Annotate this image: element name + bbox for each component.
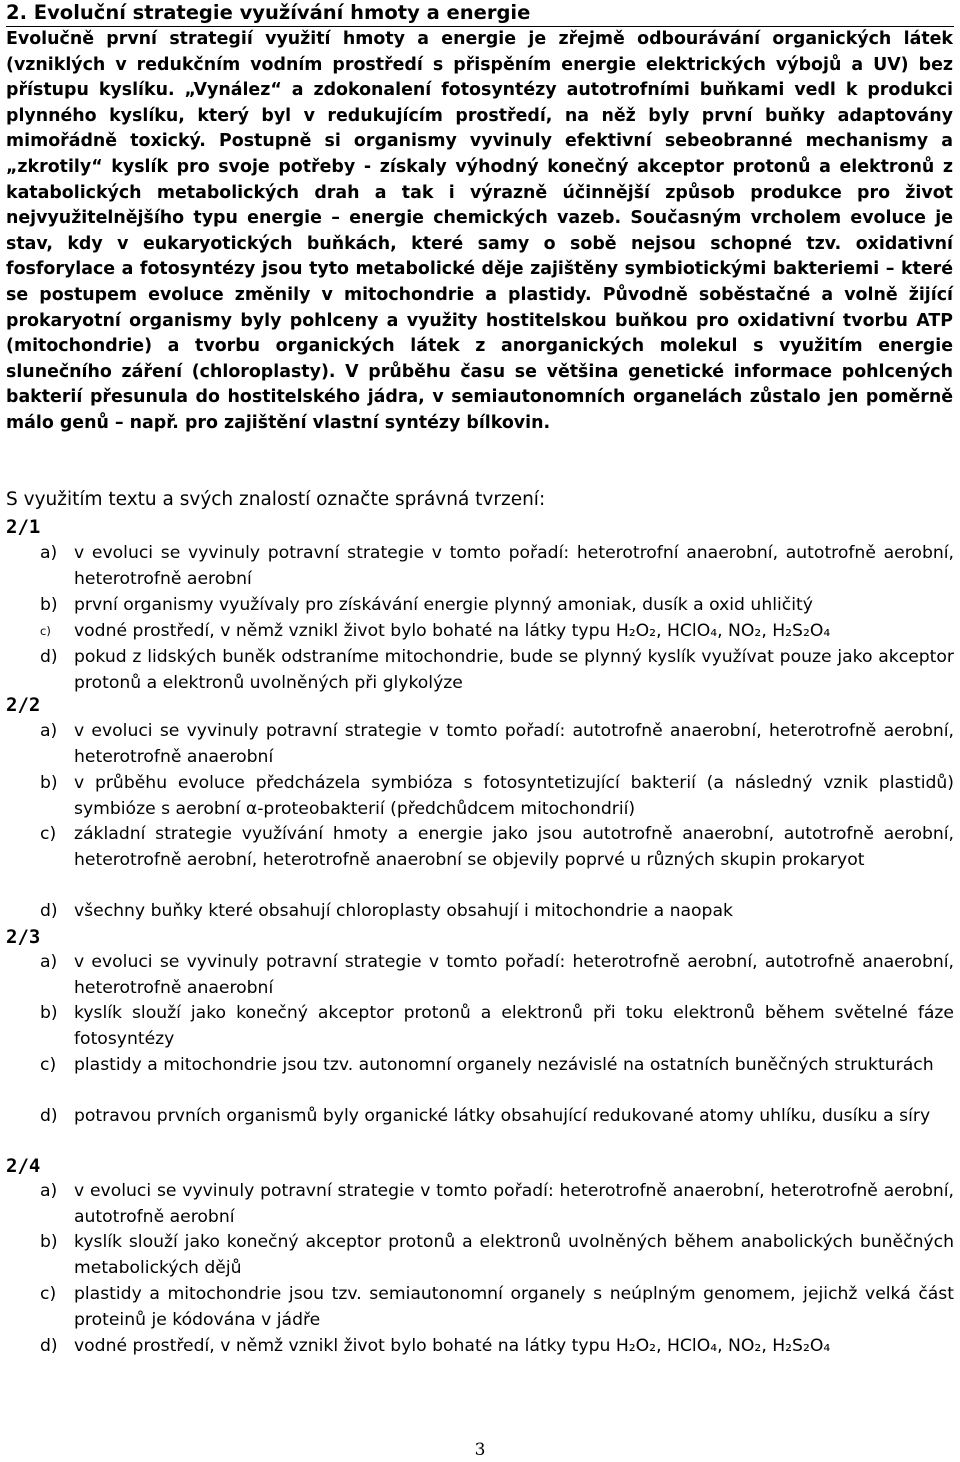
question-label-2-4: 2/4 — [6, 1155, 41, 1177]
option-text: potravou prvních organismů byly organické látky obsahující redukované atomy uhlíku, dusíku a síry — [74, 1106, 931, 1126]
option-letter: c) — [40, 824, 57, 844]
option-2-3-d[interactable] — [6, 1103, 954, 1129]
option-2-1-a[interactable] — [6, 540, 954, 592]
option-2-4-d[interactable] — [6, 1333, 954, 1359]
option-letter: a) — [40, 952, 58, 972]
option-2-2-b[interactable] — [6, 770, 954, 822]
option-2-2-a[interactable] — [6, 718, 954, 770]
task-instruction: S využitím textu a svých znalostí označte správná tvrzení: — [6, 489, 546, 510]
option-2-2-c[interactable] — [6, 821, 954, 873]
section-heading: 2. Evoluční strategie využívání hmoty a energie — [6, 1, 531, 24]
option-letter: a) — [40, 1181, 58, 1201]
option-2-3-a[interactable] — [6, 949, 954, 1001]
option-text: vodné prostředí, v němž vznikl život bylo bohaté na látky typu H₂O₂, HClO₄, NO₂, H₂S₂O₄ — [74, 1336, 831, 1356]
option-text: plastidy a mitochondrie jsou tzv. autonomní organely nezávislé na ostatních buněčných strukturách — [74, 1055, 934, 1075]
option-text: v evoluci se vyvinuly potravní strategie v tomto pořadí: heterotrofně anaerobní, heterotrofně aerobní, autotrofně aerobní — [74, 1181, 954, 1227]
option-letter: d) — [40, 1336, 58, 1356]
intro-paragraph: Evolučně první strategií využití hmoty a energie je zřejmě odbourávání organických látek (vzniklých v redukčním vodním prostředí s přispěním energie elektrických výbojů a UV) bez přístupu kyslíku. „Vynález“ a zdokonalení fotosyntézy autotrofními buňkami vedl k produkci plynného kyslíku, který byl v redukujícím prostředí, na něž byly první buňky adaptovány mimořádně toxický. Postupně si organismy vyvinuly efektivní sebeobranné mechanismy a „zkrotily“ kyslík pro svoje potřeby - získaly výhodný konečný akceptor protonů a elektronů z katabolických metabolických drah a tak i výrazně účinnější způsob produkce pro život nejvyužitelnějšího typu energie – energie chemických vazeb. Současným vrcholem evoluce je stav, kdy v eukaryotických buňkách, které samy o sobě nejsou schopné tzv. oxidativní fosforylace a fotosyntézy jsou tyto metabolické děje zajištěny symbiotickými bakteriemi – které se postupem evoluce změnily v mitochondrie a plastidy. Původně soběstačné a volně žijící prokaryotní organismy byly pohlceny a využity hostitelskou buňkou pro oxidativní tvorbu ATP (mitochondrie) a tvorbu organických látek z anorganických molekul s využitím energie slunečního záření (chloroplasty). V průběhu času se většina genetické informace pohlcených bakterií přesunula do hostitelského jádra, v semiautonomních organelách zůstalo jen poměrně málo genů – např. pro zajištění vlastní syntézy bílkovin. — [6, 29, 953, 433]
option-letter: c) — [40, 1284, 57, 1304]
option-2-4-c[interactable] — [6, 1281, 954, 1333]
option-letter: c) — [40, 1055, 57, 1075]
option-text: v evoluci se vyvinuly potravní strategie v tomto pořadí: autotrofně anaerobní, heterotrofně aerobní, heterotrofně anaerobní — [74, 721, 954, 767]
option-text: první organismy využívaly pro získávání energie plynný amoniak, dusík a oxid uhličitý — [74, 595, 813, 615]
option-letter: c) — [40, 624, 51, 638]
option-letter: a) — [40, 543, 58, 563]
option-text: základní strategie využívání hmoty a energie jako jsou autotrofně anaerobní, autotrofně aerobní, heterotrofně aerobní, heterotrofně anaerobní se objevily poprvé u různých skupin prokaryot — [74, 824, 954, 870]
question-label-2-2: 2/2 — [6, 694, 41, 716]
option-text: pokud z lidských buněk odstraníme mitochondrie, bude se plynný kyslík využívat pouze jako akceptor protonů a elektronů uvolněných při glykolýze — [74, 647, 954, 693]
question-label-2-1: 2/1 — [6, 516, 41, 538]
option-text: všechny buňky které obsahují chloroplasty obsahují i mitochondrie a naopak — [74, 901, 733, 921]
option-text: v evoluci se vyvinuly potravní strategie v tomto pořadí: heterotrofně aerobní, autotrofně anaerobní, heterotrofně anaerobní — [74, 952, 954, 998]
option-text: kyslík slouží jako konečný akceptor protonů a elektronů uvolněných během anabolických buněčných metabolických dějů — [74, 1232, 954, 1278]
option-2-1-d[interactable] — [6, 644, 954, 696]
option-2-4-a[interactable] — [6, 1178, 954, 1230]
option-text: v průběhu evoluce předcházela symbióza s fotosyntetizující bakterií (a následný vznik plastidů) symbióze s aerobní α-proteobakterií (předchůdcem mitochondrií) — [74, 773, 954, 819]
option-2-4-b[interactable] — [6, 1229, 954, 1281]
option-2-1-b[interactable] — [6, 592, 954, 618]
option-text: kyslík slouží jako konečný akceptor protonů a elektronů při toku elektronů během světelné fáze fotosyntézy — [74, 1003, 954, 1049]
option-2-1-c[interactable] — [6, 618, 954, 644]
option-2-3-b[interactable] — [6, 1000, 954, 1052]
option-letter: d) — [40, 647, 58, 667]
option-letter: b) — [40, 773, 58, 793]
question-label-2-3: 2/3 — [6, 926, 41, 948]
option-2-2-d[interactable] — [6, 898, 954, 924]
option-2-3-c[interactable] — [6, 1052, 954, 1078]
page-number: 3 — [474, 1440, 486, 1460]
option-letter: b) — [40, 1232, 58, 1252]
option-letter: a) — [40, 721, 58, 741]
option-text: v evoluci se vyvinuly potravní strategie v tomto pořadí: heterotrofní anaerobní, autotrofně aerobní, heterotrofně aerobní — [74, 543, 954, 589]
option-letter: b) — [40, 1003, 58, 1023]
option-letter: d) — [40, 1106, 58, 1126]
option-letter: d) — [40, 901, 58, 921]
option-text: vodné prostředí, v němž vznikl život bylo bohaté na látky typu H₂O₂, HClO₄, NO₂, H₂S₂O₄ — [74, 621, 831, 641]
option-letter: b) — [40, 595, 58, 615]
option-text: plastidy a mitochondrie jsou tzv. semiautonomní organely s neúplným genomem, jejichž velká část proteinů je kódována v jádře — [74, 1284, 954, 1330]
